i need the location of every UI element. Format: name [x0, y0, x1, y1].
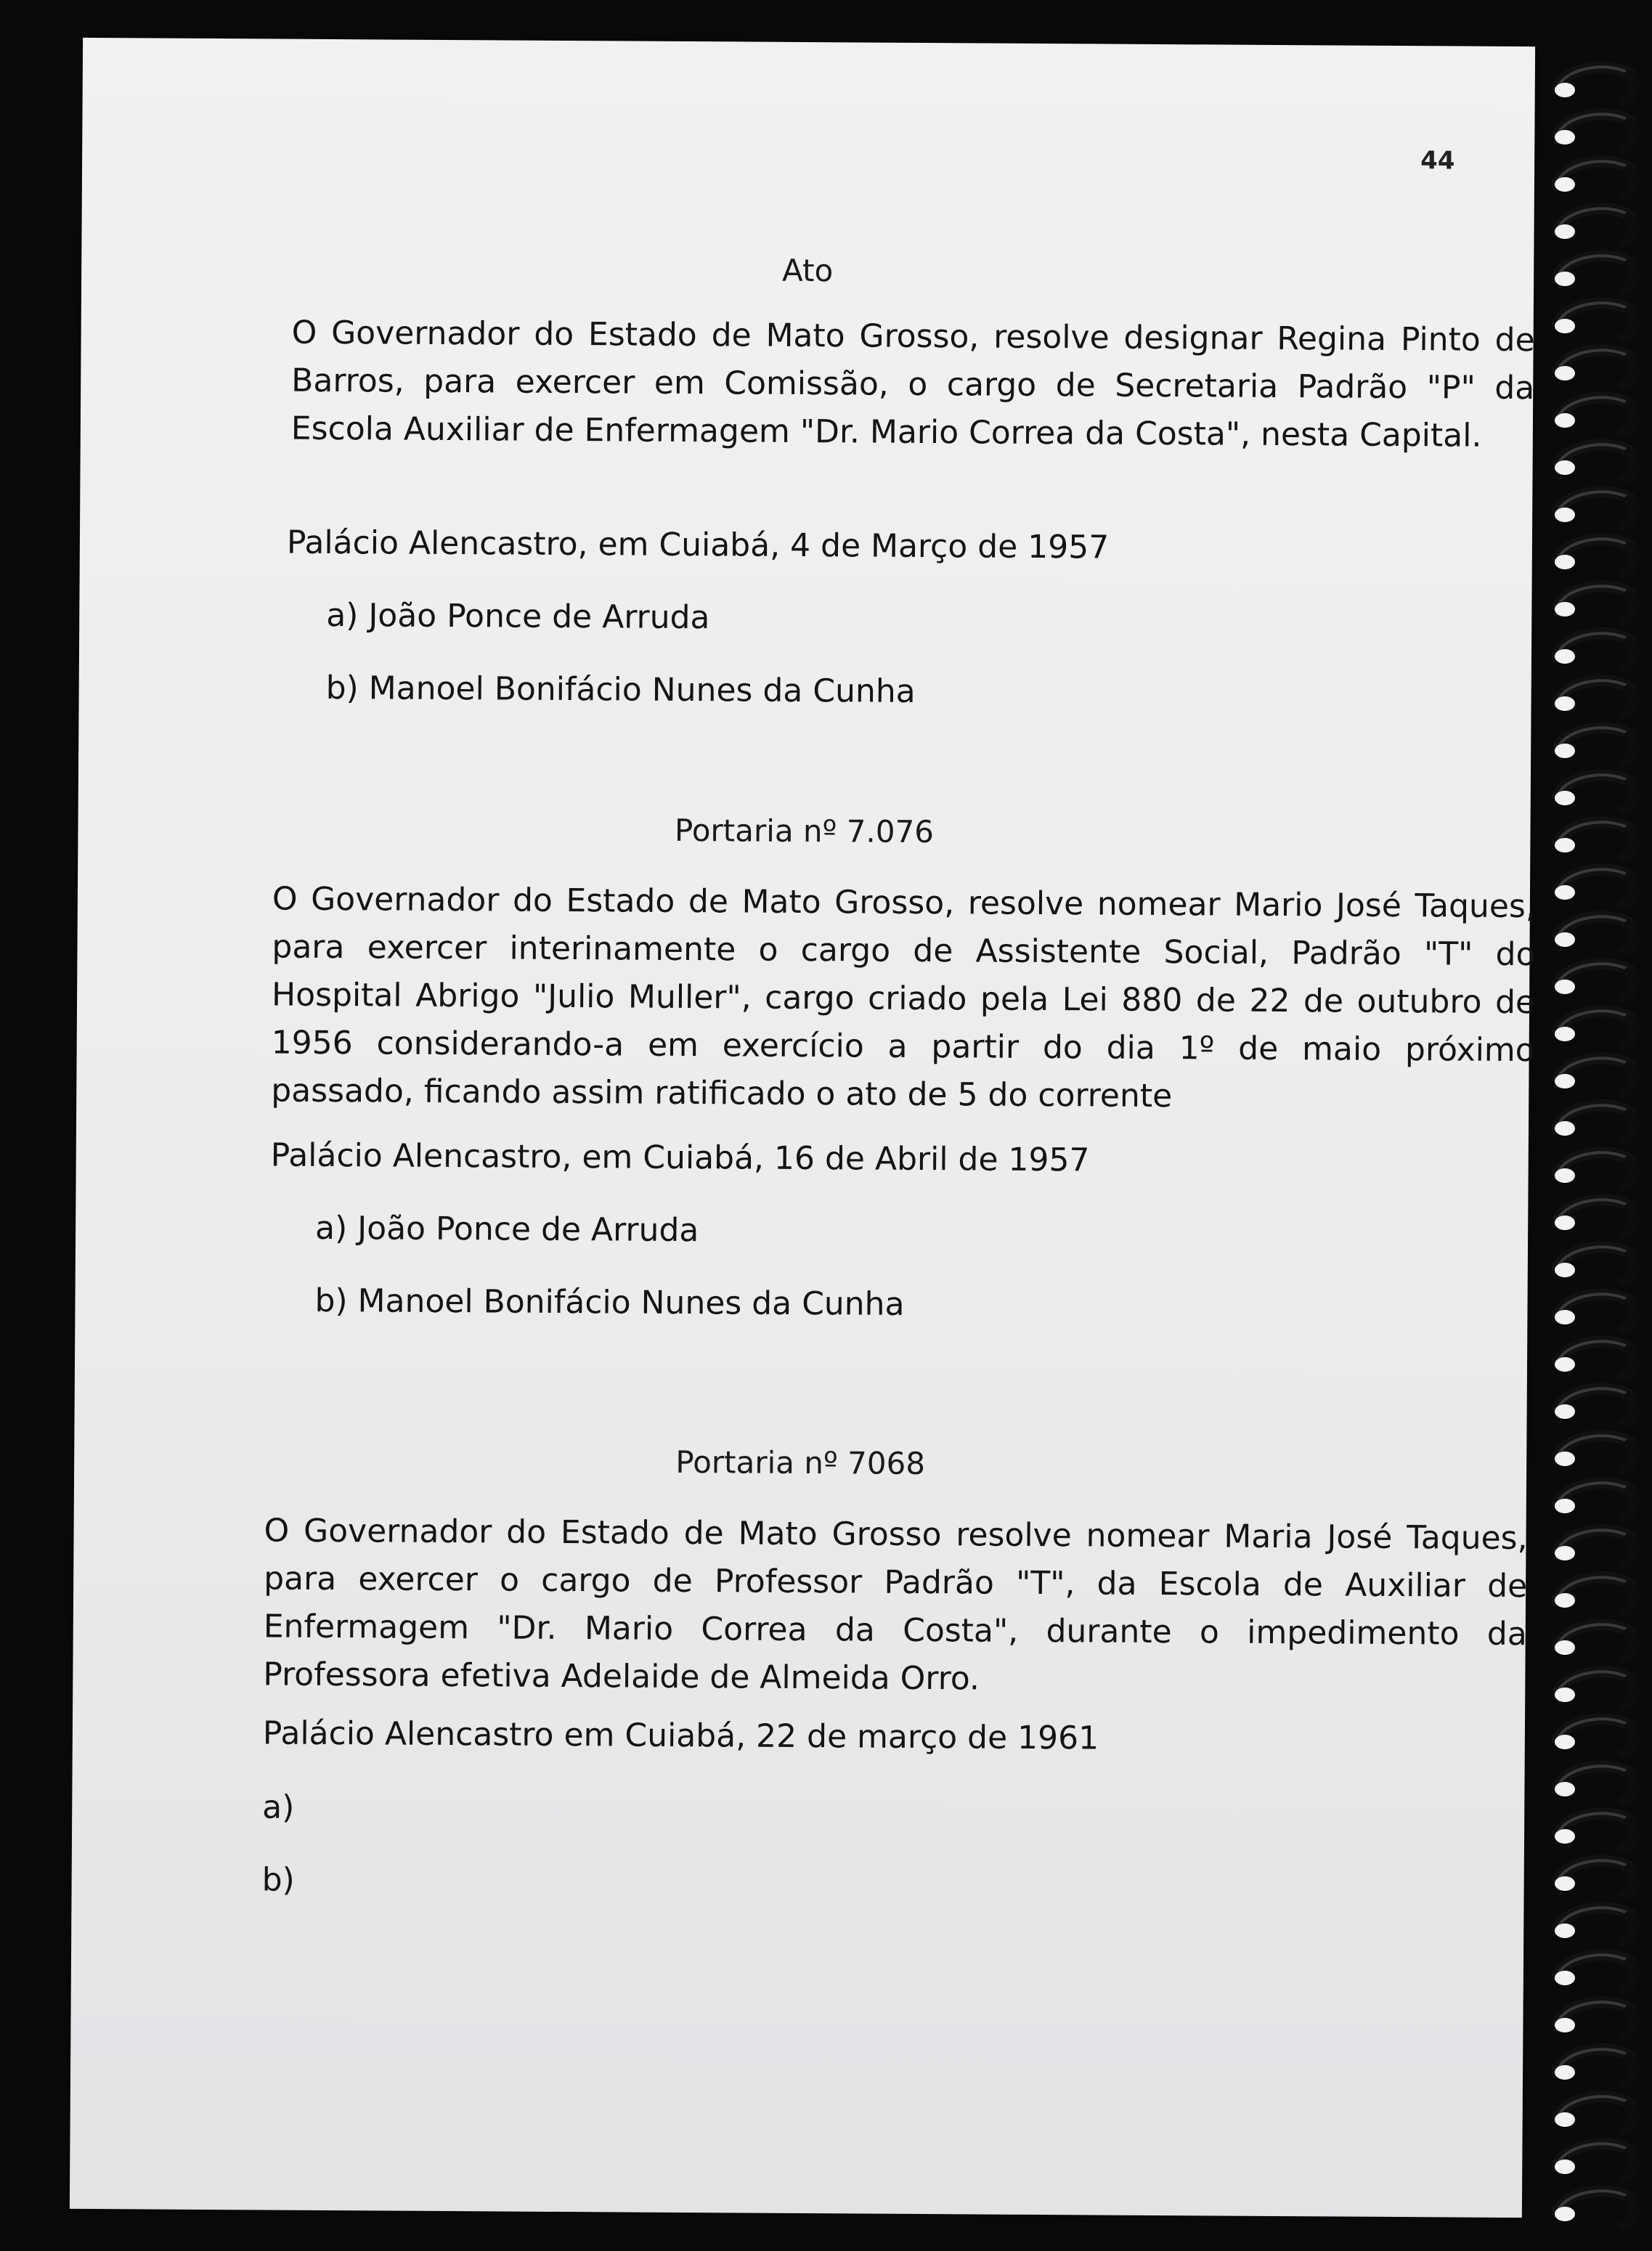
spiral-ring: [1543, 2088, 1652, 2136]
spiral-ring: [1543, 1568, 1652, 1616]
spiral-ring: [1543, 436, 1652, 484]
spiral-ring: [1543, 1899, 1652, 1947]
spiral-ring: [1543, 1191, 1652, 1239]
section-body-portaria-7076: O Governador do Estado de Mato Grosso, resolve nomear Mario José Taques, para exercer interinamente o cargo de Assistente Social, Padrão "T" do Hospital Abrigo "Julio Muller", cargo criado pela Lei 880 de 22 de outubro de 1956 considerando-a em exercício a partir do dia 1º de maio próximo passado, ficando assim ratificado o ato de 5 do corrente: [271, 880, 1537, 1115]
section-title-portaria-7068: Portaria nº 7068: [675, 1444, 926, 1482]
spiral-binding: [1543, 29, 1652, 2215]
spiral-ring: [1543, 2135, 1652, 2183]
spiral-ring: [1543, 1285, 1652, 1333]
spiral-ring: [1543, 247, 1652, 295]
spiral-ring: [1543, 1380, 1652, 1428]
spiral-ring: [1543, 1332, 1652, 1380]
spiral-ring: [1543, 341, 1652, 389]
signature-b-ato: b) Manoel Bonifácio Nunes da Cunha: [325, 669, 916, 710]
spiral-ring: [1543, 388, 1652, 436]
spiral-ring: [1543, 105, 1652, 153]
spiral-ring: [1543, 1852, 1652, 1900]
signature-b-portaria-7076: b) Manoel Bonifácio Nunes da Cunha: [314, 1282, 905, 1323]
spiral-ring: [1543, 860, 1652, 908]
spiral-ring: [1543, 1144, 1652, 1192]
spiral-ring: [1543, 294, 1652, 342]
spiral-ring: [1543, 1096, 1652, 1144]
signature-a-portaria-7068: a): [262, 1788, 295, 1826]
spiral-ring: [1543, 908, 1652, 956]
section-title-portaria-7076: Portaria nº 7.076: [674, 812, 935, 850]
section-body-portaria-7068: O Governador do Estado de Mato Grosso resolve nomear Maria José Taques, para exercer o cargo de Professor Padrão "T", da Escola de Auxiliar de Enfermagem "Dr. Mario Correa da Costa", durante o impedimento da Professora efetiva Adelaide de Almeida Orro.: [263, 1512, 1528, 1698]
spiral-ring: [1543, 624, 1652, 672]
spiral-ring: [1543, 1804, 1652, 1852]
spiral-ring: [1543, 1002, 1652, 1050]
spiral-ring: [1543, 200, 1652, 248]
spiral-ring: [1543, 2040, 1652, 2088]
spiral-ring: [1543, 577, 1652, 625]
section-title-ato: Ato: [781, 252, 834, 289]
spiral-ring: [1543, 483, 1652, 531]
spiral-ring: [1543, 1427, 1652, 1475]
page-number: 44: [1420, 146, 1455, 176]
signature-a-ato: a) João Ponce de Arruda: [326, 596, 710, 637]
spiral-ring: [1543, 813, 1652, 861]
date-line-ato: Palácio Alencastro, em Cuiabá, 4 de Março de 1957: [286, 524, 1110, 566]
spiral-ring: [1543, 955, 1652, 1003]
signature-a-portaria-7076: a) João Ponce de Arruda: [314, 1209, 699, 1250]
spiral-ring: [1543, 1521, 1652, 1569]
spiral-ring: [1543, 672, 1652, 720]
spiral-ring: [1543, 1616, 1652, 1664]
spiral-ring: [1543, 1474, 1652, 1522]
spiral-ring: [1543, 766, 1652, 814]
spiral-ring: [1543, 1757, 1652, 1805]
spiral-ring: [1543, 1663, 1652, 1711]
date-line-portaria-7068: Palácio Alencastro em Cuiabá, 22 de março de 1961: [262, 1714, 1099, 1757]
spiral-ring: [1543, 1710, 1652, 1758]
spiral-ring: [1543, 1238, 1652, 1286]
spiral-ring: [1543, 719, 1652, 767]
spiral-ring: [1543, 530, 1652, 578]
date-line-portaria-7076: Palácio Alencastro, em Cuiabá, 16 de Abril de 1957: [270, 1136, 1090, 1179]
spiral-ring: [1543, 1993, 1652, 2041]
section-body-ato: O Governador do Estado de Mato Grosso, resolve designar Regina Pinto de Barros, para exercer em Comissão, o cargo de Secretaria Padrão "P" da Escola Auxiliar de Enfermagem "Dr. Mario Correa da Costa", nesta Capital.: [290, 314, 1535, 455]
spiral-ring: [1543, 1049, 1652, 1097]
spiral-ring: [1543, 2182, 1652, 2230]
spiral-ring: [1543, 58, 1652, 106]
signature-b-portaria-7068: b): [261, 1861, 295, 1899]
spiral-ring: [1543, 152, 1652, 200]
spiral-ring: [1543, 1946, 1652, 1994]
document-page: [70, 38, 1535, 2218]
